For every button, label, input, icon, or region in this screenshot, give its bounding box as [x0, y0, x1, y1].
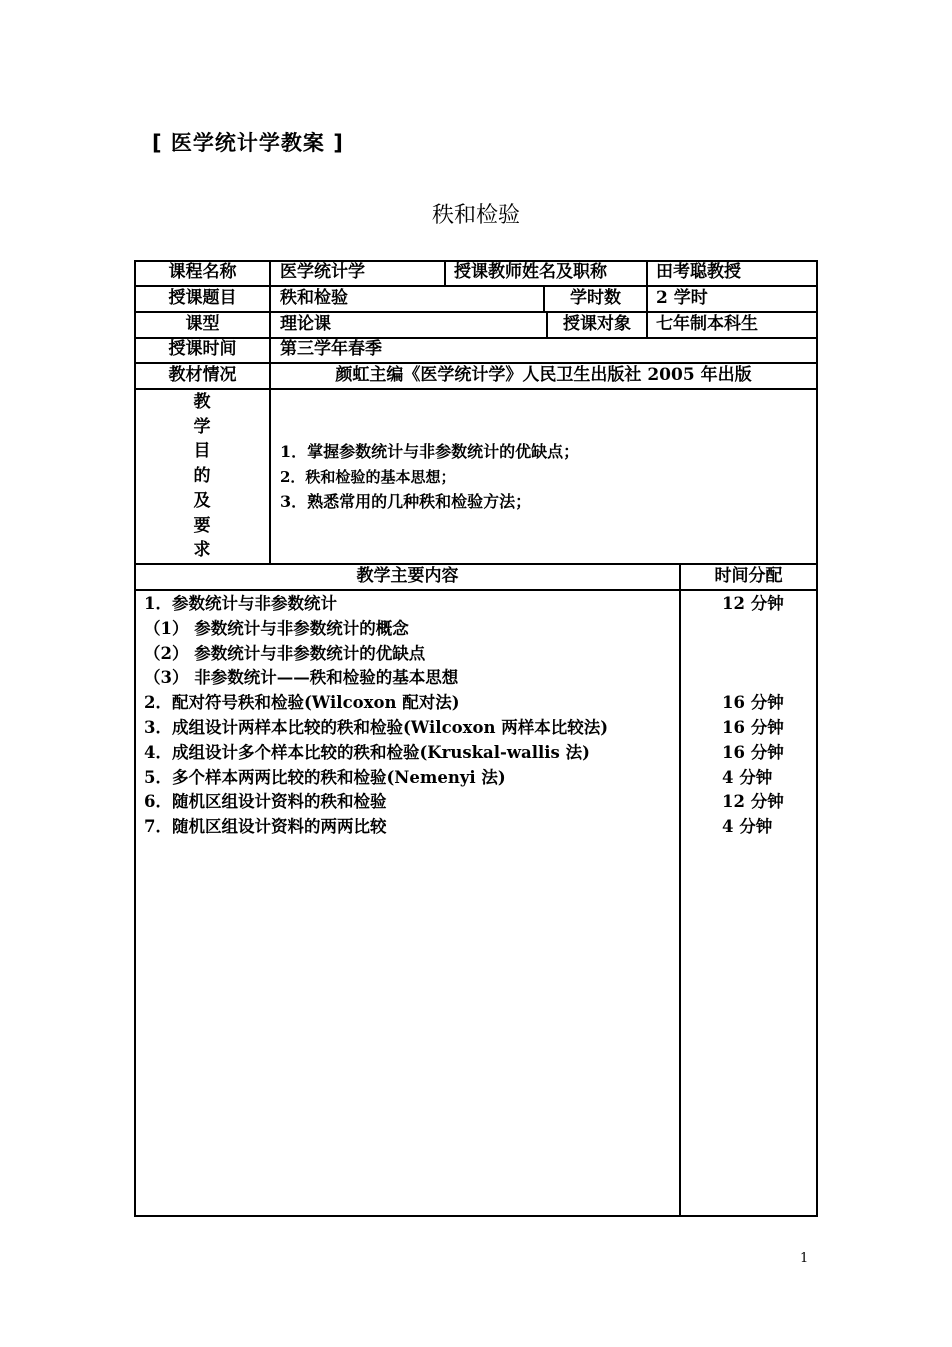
table-rule [646, 260, 648, 287]
table-rule [679, 563, 681, 1217]
objective-item: 2．秩和检验的基本思想； [280, 468, 456, 486]
time-allocation: 12 分钟 [722, 594, 784, 613]
content-header: 教学主要内容 [356, 566, 459, 586]
time-allocation: 16 分钟 [722, 693, 784, 712]
time-allocation-header: 时间分配 [714, 566, 783, 586]
textbook-value: 颜虹主编《医学统计学》人民卫生出版社 2005 年出版 [335, 365, 752, 385]
content-item: 3．成组设计两样本比较的秩和检验(Wilcoxon 两样本比较法) [144, 718, 609, 737]
hours-value: 2 学时 [656, 288, 708, 308]
textbook-label: 教材情况 [168, 365, 237, 385]
time-label: 授课时间 [168, 339, 237, 359]
objectives-label-char: 及 [193, 490, 211, 511]
audience-label: 授课对象 [563, 314, 631, 334]
content-item: （3） 非参数统计——秩和检验的基本思想 [144, 668, 459, 687]
topic-label: 授课题目 [168, 288, 237, 308]
content-item: 4．成组设计多个样本比较的秩和检验(Kruskal-wallis 法) [144, 743, 590, 762]
hours-label: 学时数 [570, 288, 621, 308]
document-header-tag: [ 医学统计学教案 ] [152, 131, 344, 155]
content-item: 5．多个样本两两比较的秩和检验(Nemenyi 法) [144, 768, 506, 787]
teacher-label: 授课教师姓名及职称 [454, 262, 607, 282]
type-label: 课型 [185, 314, 220, 334]
objectives-label-char: 求 [193, 540, 211, 561]
course-name-label: 课程名称 [168, 262, 237, 282]
objectives-label-char: 教 [193, 392, 211, 412]
page-number: 1 [800, 1251, 809, 1266]
content-item: （2） 参数统计与非参数统计的优缺点 [144, 644, 426, 663]
time-allocation: 4 分钟 [722, 817, 773, 836]
content-item: （1） 参数统计与非参数统计的概念 [144, 619, 409, 638]
teacher-value: 田考聪教授 [656, 262, 741, 282]
objectives-label-char: 学 [193, 416, 211, 437]
objectives-label [134, 390, 270, 563]
objective-item: 1．掌握参数统计与非参数统计的优缺点； [280, 442, 580, 461]
time-allocation: 4 分钟 [722, 768, 773, 787]
objective-item: 3．熟悉常用的几种秩和检验方法； [280, 492, 532, 511]
table-rule [646, 285, 648, 339]
time-allocation: 12 分钟 [722, 792, 784, 811]
time-allocation: 16 分钟 [722, 743, 784, 762]
page-title: 秩和检验 [431, 203, 520, 228]
type-value: 理论课 [280, 314, 331, 334]
content-item: 6．随机区组设计资料的秩和检验 [144, 792, 387, 811]
objectives-label-char: 的 [193, 466, 211, 487]
objectives-label-char: 目 [193, 441, 211, 462]
table-rule [444, 260, 446, 287]
course-name-value: 医学统计学 [280, 262, 365, 282]
objectives-label-char: 要 [193, 515, 211, 536]
table-border-right [816, 260, 818, 1217]
topic-value: 秩和检验 [280, 288, 348, 308]
content-item: 1．参数统计与非参数统计 [144, 594, 337, 613]
table-border-bottom [134, 1215, 818, 1217]
content-item: 7．随机区组设计资料的两两比较 [144, 817, 387, 836]
content-item: 2．配对符号秩和检验(Wilcoxon 配对法) [144, 693, 460, 712]
audience-value: 七年制本科生 [656, 314, 758, 334]
time-allocation: 16 分钟 [722, 718, 784, 737]
time-value: 第三学年春季 [280, 339, 382, 359]
lesson-plan-table [134, 260, 818, 1217]
